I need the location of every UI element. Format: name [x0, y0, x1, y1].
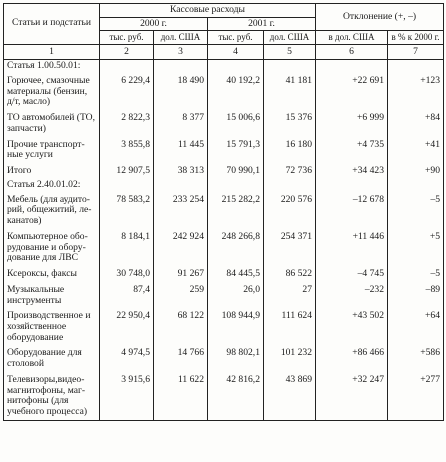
value-2000-rub: 30 748,0 — [100, 266, 154, 282]
value-2000-usd: 233 254 — [154, 192, 208, 229]
table-row — [4, 73, 444, 110]
deviation-pct: +41 — [388, 137, 444, 163]
item-name: Итого — [4, 163, 100, 179]
deviation-pct: –89 — [388, 282, 444, 308]
value-2001-usd: 101 232 — [264, 345, 316, 371]
value-2001-usd: 16 180 — [264, 137, 316, 163]
header-year-2000: 2000 г. — [100, 17, 208, 31]
empty-cell — [154, 179, 208, 192]
expense-table — [3, 3, 444, 421]
deviation-usd: +11 446 — [316, 229, 388, 266]
header-dev-usd: в дол. США — [316, 31, 388, 44]
deviation-usd: –12 678 — [316, 192, 388, 229]
value-2000-usd: 8 377 — [154, 110, 208, 136]
value-2001-rub: 84 445,5 — [208, 266, 264, 282]
value-2000-usd: 68 122 — [154, 308, 208, 345]
value-2000-rub: 4 974,5 — [100, 345, 154, 371]
header-cash: Кассовые расходы — [100, 4, 316, 18]
column-number: 2 — [100, 44, 154, 60]
deviation-pct: +5 — [388, 229, 444, 266]
deviation-usd: –232 — [316, 282, 388, 308]
value-2001-rub: 40 192,2 — [208, 73, 264, 110]
value-2000-usd: 11 622 — [154, 372, 208, 420]
column-number: 7 — [388, 44, 444, 60]
value-2000-rub: 22 950,4 — [100, 308, 154, 345]
table-row — [4, 372, 444, 420]
value-2001-usd: 254 371 — [264, 229, 316, 266]
value-2000-usd: 11 445 — [154, 137, 208, 163]
value-2000-rub: 3 855,8 — [100, 137, 154, 163]
value-2000-rub: 78 583,2 — [100, 192, 154, 229]
value-2001-usd: 72 736 — [264, 163, 316, 179]
column-number: 4 — [208, 44, 264, 60]
header-2000-rub: тыс. руб. — [100, 31, 154, 44]
table-row — [4, 345, 444, 371]
table-row — [4, 137, 444, 163]
empty-cell — [154, 60, 208, 73]
item-name: Ксероксы, факсы — [4, 266, 100, 282]
value-2001-rub: 15 006,6 — [208, 110, 264, 136]
column-number: 5 — [264, 44, 316, 60]
deviation-pct: +64 — [388, 308, 444, 345]
value-2000-usd: 18 490 — [154, 73, 208, 110]
value-2000-usd: 14 766 — [154, 345, 208, 371]
empty-cell — [316, 179, 388, 192]
header-items: Статьи и подстатьи — [4, 4, 100, 45]
item-name: Мебель (для аудито-рий, общежитий, ле-канатов) — [4, 192, 100, 229]
empty-cell — [388, 179, 444, 192]
item-name: Музыкальные инструменты — [4, 282, 100, 308]
item-name: ТО автомобилей (ТО, запчасти) — [4, 110, 100, 136]
item-name: Телевизоры,видео-магнитофоны, маг-нитофоны (для учебного процесса) — [4, 372, 100, 420]
value-2000-rub: 6 229,4 — [100, 73, 154, 110]
empty-cell — [264, 179, 316, 192]
deviation-usd: +86 466 — [316, 345, 388, 371]
value-2001-usd: 111 624 — [264, 308, 316, 345]
value-2001-usd: 41 181 — [264, 73, 316, 110]
deviation-pct: +84 — [388, 110, 444, 136]
header-2001-usd: дол. США — [264, 31, 316, 44]
item-name: Прочие транспорт-ные услуги — [4, 137, 100, 163]
empty-cell — [208, 179, 264, 192]
empty-cell — [264, 60, 316, 73]
empty-cell — [388, 60, 444, 73]
item-name: Производственное и хозяйственное оборудование — [4, 308, 100, 345]
value-2001-usd: 15 376 — [264, 110, 316, 136]
value-2001-rub: 42 816,2 — [208, 372, 264, 420]
deviation-usd: +6 999 — [316, 110, 388, 136]
item-name: Оборудование для столовой — [4, 345, 100, 371]
value-2001-rub: 70 990,1 — [208, 163, 264, 179]
deviation-usd: –4 745 — [316, 266, 388, 282]
value-2000-rub: 3 915,6 — [100, 372, 154, 420]
empty-cell — [100, 179, 154, 192]
section-title: Статья 2.40.01.02: — [4, 179, 100, 192]
header-2001-rub: тыс. руб. — [208, 31, 264, 44]
column-numbers-row — [4, 44, 444, 60]
value-2000-rub: 87,4 — [100, 282, 154, 308]
table-body — [4, 60, 444, 421]
value-2001-rub: 248 266,8 — [208, 229, 264, 266]
value-2001-rub: 26,0 — [208, 282, 264, 308]
deviation-pct: +586 — [388, 345, 444, 371]
empty-cell — [100, 60, 154, 73]
value-2000-usd: 259 — [154, 282, 208, 308]
header-year-2001: 2001 г. — [208, 17, 316, 31]
value-2001-usd: 43 869 — [264, 372, 316, 420]
table-row — [4, 192, 444, 229]
deviation-usd: +34 423 — [316, 163, 388, 179]
value-2000-rub: 2 822,3 — [100, 110, 154, 136]
deviation-usd: +4 735 — [316, 137, 388, 163]
table-row — [4, 282, 444, 308]
value-2001-rub: 215 282,2 — [208, 192, 264, 229]
value-2000-rub: 8 184,1 — [100, 229, 154, 266]
deviation-usd: +32 247 — [316, 372, 388, 420]
header-2000-usd: дол. США — [154, 31, 208, 44]
table-row — [4, 308, 444, 345]
value-2000-usd: 38 313 — [154, 163, 208, 179]
item-name: Компьютерное обо-рудование и обору-дование для ЛВС — [4, 229, 100, 266]
deviation-usd: +22 691 — [316, 73, 388, 110]
section-row — [4, 179, 444, 192]
value-2001-rub: 15 791,3 — [208, 137, 264, 163]
empty-cell — [208, 60, 264, 73]
deviation-pct: +90 — [388, 163, 444, 179]
table-row — [4, 110, 444, 136]
empty-cell — [316, 60, 388, 73]
table-row — [4, 266, 444, 282]
value-2001-usd: 220 576 — [264, 192, 316, 229]
table-row — [4, 163, 444, 179]
item-name: Горючее, смазочные материалы (бензин, д/т, масло) — [4, 73, 100, 110]
table-row — [4, 229, 444, 266]
value-2000-rub: 12 907,5 — [100, 163, 154, 179]
value-2001-rub: 108 944,9 — [208, 308, 264, 345]
column-number: 3 — [154, 44, 208, 60]
deviation-usd: +43 502 — [316, 308, 388, 345]
table-header — [4, 4, 444, 60]
column-number: 1 — [4, 44, 100, 60]
value-2001-rub: 98 802,1 — [208, 345, 264, 371]
value-2000-usd: 242 924 — [154, 229, 208, 266]
section-row — [4, 60, 444, 73]
value-2000-usd: 91 267 — [154, 266, 208, 282]
deviation-pct: –5 — [388, 266, 444, 282]
deviation-pct: +277 — [388, 372, 444, 420]
deviation-pct: +123 — [388, 73, 444, 110]
value-2001-usd: 27 — [264, 282, 316, 308]
header-dev-pct: в % к 2000 г. — [388, 31, 444, 44]
section-title: Статья 1.00.50.01: — [4, 60, 100, 73]
column-number: 6 — [316, 44, 388, 60]
header-deviation: Отклонение (+, –) — [316, 4, 444, 31]
value-2001-usd: 86 522 — [264, 266, 316, 282]
deviation-pct: –5 — [388, 192, 444, 229]
